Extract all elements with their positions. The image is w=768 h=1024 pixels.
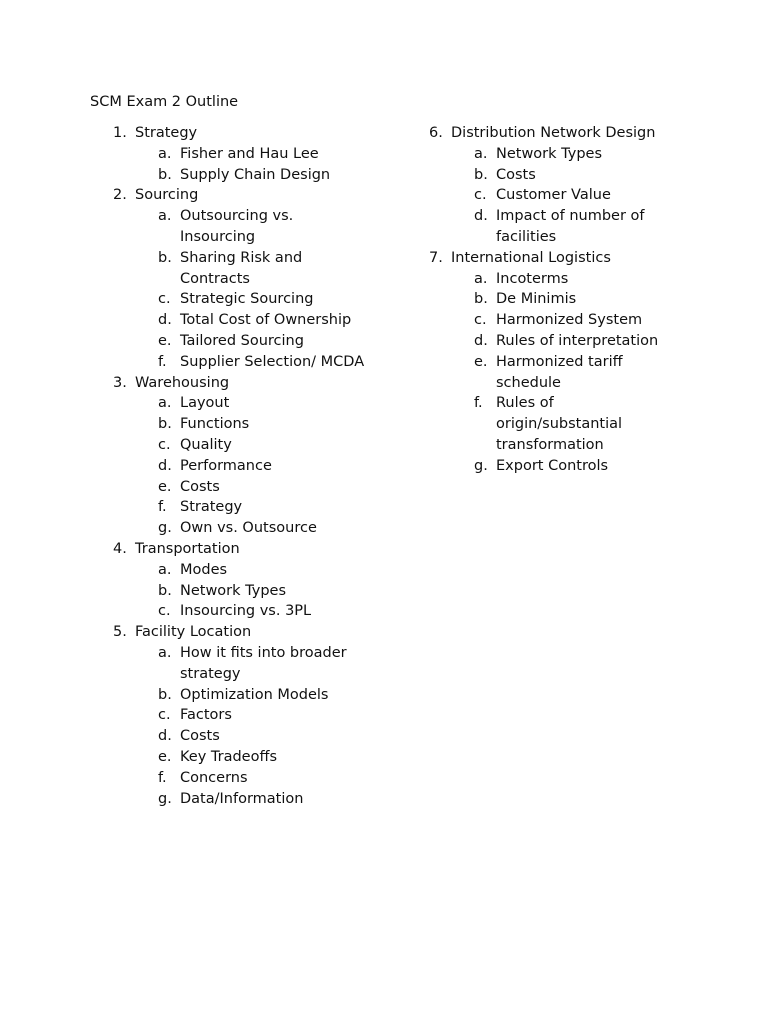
subtopic-letter: d. <box>474 332 488 349</box>
subtopic-item <box>158 352 383 373</box>
section-heading: Warehousing <box>135 374 230 391</box>
section-heading-row <box>429 248 759 269</box>
subtopic-letter: c. <box>474 312 487 329</box>
subtopic-text: Sharing Risk and Contracts <box>180 249 303 287</box>
subtopic-text: Functions <box>180 416 250 433</box>
subtopic-letter: f. <box>158 353 167 370</box>
subtopic-text: Tailored Sourcing <box>180 332 304 349</box>
subtopic-text: Fisher and Hau Lee <box>180 145 319 162</box>
subtopic-list <box>474 144 759 248</box>
subtopic-text: Own vs. Outsource <box>180 520 317 537</box>
subtopic-item <box>158 726 383 747</box>
section-number: 7. <box>429 249 443 266</box>
subtopic-item <box>158 477 383 498</box>
subtopic-letter: b. <box>158 249 172 266</box>
subtopic-letter: e. <box>474 353 488 370</box>
subtopic-text: Customer Value <box>496 187 611 204</box>
subtopic-text: Outsourcing vs. Insourcing <box>180 208 294 245</box>
subtopic-item <box>158 165 383 186</box>
outline-section <box>113 185 383 372</box>
outline-section <box>113 123 383 185</box>
subtopic-text: Strategic Sourcing <box>180 291 314 308</box>
subtopic-text: Export Controls <box>496 457 609 474</box>
subtopic-text: Network Types <box>180 582 287 599</box>
subtopic-letter: a. <box>474 270 488 287</box>
subtopic-letter: c. <box>158 436 171 453</box>
section-number: 3. <box>113 374 127 391</box>
subtopic-list <box>158 643 383 809</box>
subtopic-item <box>158 581 383 602</box>
subtopic-letter: c. <box>158 603 171 620</box>
subtopic-item <box>158 435 383 456</box>
subtopic-item <box>474 165 759 186</box>
subtopic-list <box>474 269 759 477</box>
section-heading-row <box>113 373 383 394</box>
subtopic-letter: d. <box>158 457 172 474</box>
subtopic-item <box>158 144 383 165</box>
section-heading-row <box>113 123 383 144</box>
subtopic-letter: a. <box>474 145 488 162</box>
section-heading: Sourcing <box>135 187 199 204</box>
subtopic-text: Incoterms <box>496 270 569 287</box>
section-number: 6. <box>429 125 443 141</box>
subtopic-letter: d. <box>158 728 172 745</box>
subtopic-item <box>474 310 759 331</box>
outline-section <box>113 539 383 622</box>
subtopic-item <box>474 185 759 206</box>
subtopic-item <box>158 518 383 539</box>
subtopic-item <box>474 352 759 394</box>
subtopic-item <box>474 289 759 310</box>
section-heading-row <box>113 622 383 643</box>
subtopic-item <box>158 705 383 726</box>
subtopic-item <box>158 601 383 622</box>
subtopic-text: Layout <box>180 395 230 412</box>
subtopic-text: Costs <box>180 478 220 495</box>
subtopic-item <box>474 331 759 352</box>
subtopic-item <box>474 269 759 290</box>
subtopic-item <box>474 393 759 455</box>
section-heading-row <box>113 185 383 206</box>
subtopic-letter: b. <box>474 166 488 183</box>
subtopic-text: Key Tradeoffs <box>180 748 278 765</box>
subtopic-text: Performance <box>180 457 272 474</box>
subtopic-item <box>158 248 383 290</box>
subtopic-text: How it fits into broader strategy <box>180 644 347 682</box>
subtopic-list <box>158 144 383 186</box>
subtopic-text: Rules of interpretation <box>496 332 659 349</box>
subtopic-letter: e. <box>158 332 172 349</box>
section-number: 4. <box>113 540 127 557</box>
subtopic-letter: a. <box>158 208 172 225</box>
subtopic-text: Modes <box>180 561 228 578</box>
outline-section <box>429 248 759 477</box>
subtopic-text: Data/Information <box>180 790 304 807</box>
page-title: SCM Exam 2 Outline <box>90 94 239 110</box>
subtopic-letter: f. <box>158 769 167 786</box>
subtopic-item <box>158 206 383 248</box>
subtopic-letter: e. <box>158 478 172 495</box>
subtopic-text: Strategy <box>180 499 243 516</box>
subtopic-list <box>158 560 383 622</box>
subtopic-letter: e. <box>158 748 172 765</box>
subtopic-text: Impact of number of facilities <box>496 208 645 245</box>
outline-section <box>113 622 383 809</box>
subtopic-text: Costs <box>496 166 536 183</box>
outline-column-right <box>429 123 759 477</box>
subtopic-text: Rules of origin/substantial transformation <box>496 395 623 453</box>
subtopic-item <box>158 789 383 810</box>
subtopic-letter: a. <box>158 644 172 661</box>
subtopic-text: Total Cost of Ownership <box>180 312 352 329</box>
subtopic-item <box>158 456 383 477</box>
subtopic-text: Insourcing vs. 3PL <box>180 603 312 620</box>
subtopic-item <box>158 393 383 414</box>
subtopic-item <box>158 310 383 331</box>
subtopic-letter: a. <box>158 561 172 578</box>
section-heading: Distribution Network Design <box>451 125 656 141</box>
subtopic-text: Harmonized System <box>496 312 643 329</box>
subtopic-letter: c. <box>474 187 487 204</box>
subtopic-item <box>158 560 383 581</box>
section-heading-row <box>429 123 759 144</box>
section-heading: Facility Location <box>135 624 252 641</box>
subtopic-text: Factors <box>180 707 232 724</box>
subtopic-letter: g. <box>158 520 172 537</box>
subtopic-letter: c. <box>158 291 171 308</box>
subtopic-item <box>158 289 383 310</box>
subtopic-item <box>474 206 759 248</box>
subtopic-item <box>158 768 383 789</box>
section-heading-row <box>113 539 383 560</box>
subtopic-list <box>158 206 383 372</box>
subtopic-item <box>474 456 759 477</box>
subtopic-text: Supply Chain Design <box>180 166 331 183</box>
subtopic-letter: b. <box>158 686 172 703</box>
subtopic-text: Supplier Selection/ MCDA <box>180 353 365 370</box>
subtopic-item <box>158 643 383 685</box>
subtopic-text: Costs <box>180 728 220 745</box>
section-heading: Strategy <box>135 125 198 141</box>
outline-section <box>113 373 383 539</box>
subtopic-letter: b. <box>158 582 172 599</box>
subtopic-letter: f. <box>474 395 483 412</box>
subtopic-letter: b. <box>158 166 172 183</box>
subtopic-list <box>158 393 383 539</box>
subtopic-text: Quality <box>180 436 232 453</box>
section-heading: Transportation <box>135 540 240 557</box>
subtopic-text: De Minimis <box>496 291 577 308</box>
subtopic-letter: c. <box>158 707 171 724</box>
subtopic-item <box>158 685 383 706</box>
section-number: 5. <box>113 624 127 641</box>
subtopic-letter: f. <box>158 499 167 516</box>
subtopic-text: Optimization Models <box>180 686 329 703</box>
section-number: 1. <box>113 125 127 141</box>
subtopic-item <box>474 144 759 165</box>
subtopic-letter: a. <box>158 145 172 162</box>
subtopic-text: Network Types <box>496 145 603 162</box>
subtopic-letter: g. <box>474 457 488 474</box>
subtopic-item <box>158 497 383 518</box>
outline-column-left <box>113 123 383 809</box>
section-number: 2. <box>113 187 127 204</box>
subtopic-letter: d. <box>158 312 172 329</box>
outline-section <box>429 123 759 248</box>
subtopic-text: Concerns <box>180 769 248 786</box>
subtopic-item <box>158 414 383 435</box>
subtopic-letter: b. <box>158 416 172 433</box>
subtopic-letter: a. <box>158 395 172 412</box>
section-heading: International Logistics <box>451 249 611 266</box>
subtopic-letter: b. <box>474 291 488 308</box>
subtopic-letter: d. <box>474 208 488 225</box>
subtopic-item <box>158 747 383 768</box>
subtopic-text: Harmonized tariff schedule <box>496 353 623 391</box>
subtopic-item <box>158 331 383 352</box>
subtopic-letter: g. <box>158 790 172 807</box>
